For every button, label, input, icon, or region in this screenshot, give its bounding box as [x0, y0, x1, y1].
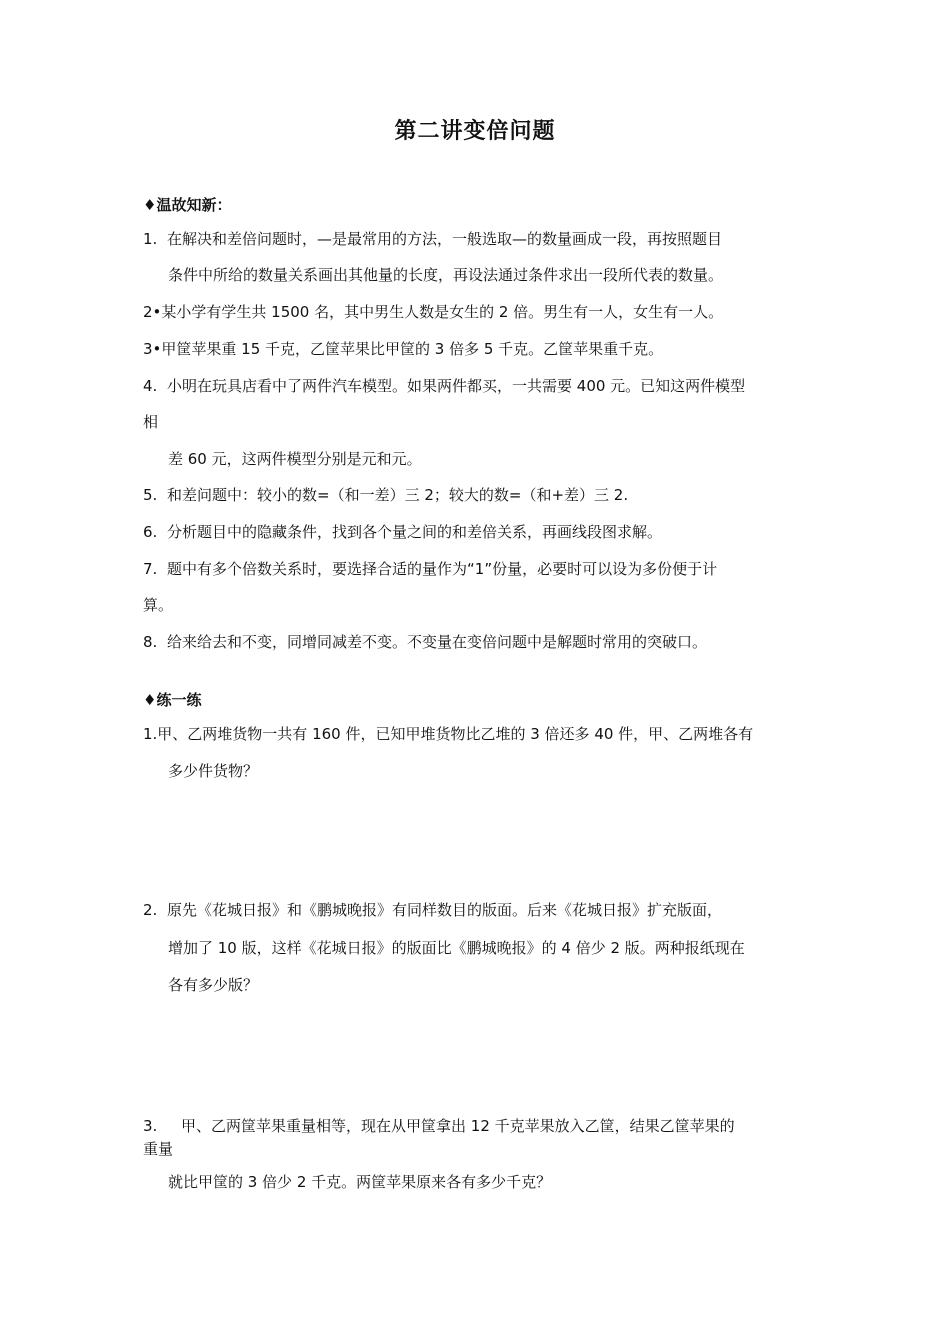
- review-item-7-number: 7.: [143, 560, 158, 578]
- practice-q3-text: 甲、乙两筐苹果重量相等，现在从甲筐拿出 12 千克苹果放入乙筐，结果乙筐苹果的: [181, 1117, 735, 1135]
- practice-q1-line-2: 多少件货物？: [168, 762, 259, 780]
- review-item-1-text: 在解决和差倍问题时，—是最常用的方法，一般选取—的数量画成一段，再按照题目: [167, 230, 723, 248]
- practice-q2-line-3: 各有多少版？: [168, 976, 259, 994]
- review-heading: ♦温故知新：: [143, 196, 232, 214]
- practice-heading: ♦练一练: [143, 691, 202, 709]
- review-item-8-text: 给来给去和不变，同增同减差不变。不变量在变倍问题中是解题时常用的突破口。: [167, 633, 708, 651]
- review-item-5: [143, 485, 628, 505]
- review-item-8-number: 8.: [143, 633, 158, 651]
- review-item-8: [143, 632, 707, 652]
- practice-q3-line-2: 重量: [143, 1140, 174, 1158]
- review-item-5-number: 5.: [143, 486, 158, 504]
- practice-q3-line-1: [143, 1116, 735, 1136]
- review-item-6-number: 6.: [143, 523, 158, 541]
- review-item-6: [143, 522, 662, 542]
- practice-q3-number: 3.: [143, 1117, 158, 1135]
- practice-q1-line-1: 1.甲、乙两堆货物一共有 160 件，已知甲堆货物比乙堆的 3 倍还多 40 件，甲、乙两堆各有: [143, 725, 754, 743]
- practice-q2-line-1: [143, 900, 722, 920]
- practice-q2-text: 原先《花城日报》和《鹏城晚报》有同样数目的版面。后来《花城日报》扩充版面，: [167, 901, 723, 919]
- review-item-1-number: 1.: [143, 230, 158, 248]
- review-item-7-line-1: [143, 559, 717, 579]
- review-item-7-line-2: 算。: [143, 596, 174, 614]
- review-item-4-text: 小明在玩具店看中了两件汽车模型。如果两件都买，一共需要 400 元。已知这两件模型: [167, 377, 746, 395]
- review-item-5-text: 和差问题中：较小的数=（和一差）三 2；较大的数=（和+差）三 2.: [167, 486, 629, 504]
- review-item-4-line-1: [143, 376, 745, 396]
- review-item-1-line-2: 条件中所给的数量关系画出其他量的长度，再设法通过条件求出一段所代表的数量。: [168, 266, 724, 284]
- review-item-2: 2•某小学有学生共 1500 名，其中男生人数是女生的 2 倍。男生有一人，女生有一人。: [143, 303, 724, 321]
- review-item-4-number: 4.: [143, 377, 158, 395]
- review-item-3: 3•甲筐苹果重 15 千克，乙筐苹果比甲筐的 3 倍多 5 千克。乙筐苹果重千克。: [143, 340, 664, 358]
- page-title: 第二讲变倍问题: [394, 119, 556, 144]
- practice-q2-line-2: 增加了 10 版，这样《花城日报》的版面比《鹏城晚报》的 4 倍少 2 版。两种报纸现在: [168, 939, 745, 957]
- practice-q2-number: 2.: [143, 901, 158, 919]
- review-item-1-line-1: [143, 229, 722, 249]
- review-item-7-text: 题中有多个倍数关系时，要选择合适的量作为“1”份量，必要时可以设为多份便于计: [167, 560, 718, 578]
- review-item-6-text: 分析题目中的隐藏条件，找到各个量之间的和差倍关系，再画线段图求解。: [167, 523, 663, 541]
- review-item-4-line-3: 差 60 元，这两件模型分别是元和元。: [168, 450, 422, 468]
- review-item-4-line-2: 相: [143, 413, 159, 431]
- practice-q3-line-3: 就比甲筐的 3 倍少 2 千克。两筐苹果原来各有多少千克？: [168, 1173, 552, 1191]
